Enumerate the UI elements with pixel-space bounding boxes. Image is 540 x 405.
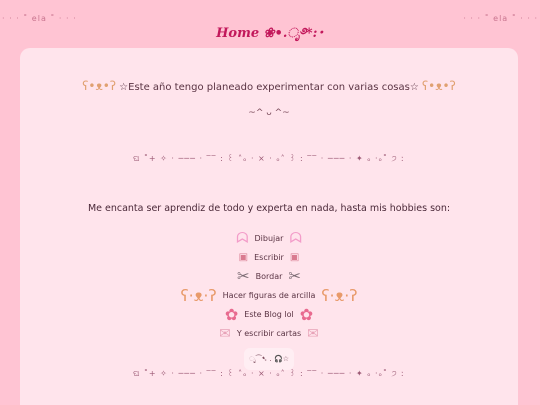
scissors-icon: ✂ [237, 267, 250, 285]
flower-icon: ✿ [224, 304, 239, 324]
intro-text: ☆Este año tengo planeado experimentar con varias cosas☆ [119, 82, 419, 93]
hobby-item-arcilla [20, 286, 518, 305]
spool-icon: ▣ [289, 251, 300, 263]
page-title[interactable]: Home ❀•.ೃ࿔*:･ [216, 26, 324, 41]
music-tooltip[interactable]: ೃ⁀➷ . 🎧☆ [244, 348, 294, 370]
envelope-icon: ✉ [307, 325, 319, 342]
hobby-label: Escribir [254, 253, 284, 262]
envelope-icon: ✉ [219, 325, 231, 342]
decorative-divider: ଘ ˚+ ✧ · ─── · ‾‾ : ꒰ ˄ₒ · × · ₒ˄ ꒱ : ‾‾ · ─── · ✦ ₒ ·ₒ˚ ੭ ː [133, 154, 405, 163]
hobby-list [20, 229, 518, 343]
hobby-item-blog [20, 305, 518, 324]
jellyfish-icon: ᗣ [289, 229, 302, 247]
kaomoji-face: ~^ ᴗ ^~ [248, 108, 290, 118]
header-corner-right: · · · ˚ ela ˚ · · · [463, 14, 538, 23]
intro-line [20, 80, 518, 93]
hobby-label: Hacer figuras de arcilla [222, 291, 316, 300]
hobby-label: Bordar [255, 272, 283, 281]
jellyfish-icon: ᗣ [236, 229, 249, 247]
hobby-label: Este Blog lol [244, 310, 294, 319]
content-card [20, 48, 518, 405]
hobby-label: Y escribir cartas [236, 329, 302, 338]
header-corner-left: · · · ˚ ela ˚ · · · [2, 14, 77, 23]
hobby-item-dibujar [20, 229, 518, 248]
critter-icon: ʕ•ᴥ•ʔ [82, 79, 116, 93]
hobby-item-bordar [20, 267, 518, 286]
decorative-divider: ଘ ˚+ ✧ · ─── · ‾‾ : ꒰ ˄ₒ · × · ₒ˄ ꒱ : ‾‾ · ─── · ✦ ₒ ·ₒ˚ ੭ ː [133, 369, 405, 378]
hobby-item-cartas [20, 324, 518, 343]
hobby-item-escribir [20, 248, 518, 267]
flower-icon: ✿ [299, 304, 314, 324]
spool-icon: ▣ [238, 251, 249, 263]
hamster-icon: ʕ·ᴥ·ʔ [321, 285, 358, 305]
hobbies-lead: Me encanta ser aprendiz de todo y experta en nada, hasta mis hobbies son: [87, 203, 451, 214]
scissors-icon: ✂ [288, 267, 301, 285]
hobby-label: Dibujar [254, 234, 284, 243]
critter-icon: ʕ•ᴥ•ʔ [422, 79, 456, 93]
hamster-icon: ʕ·ᴥ·ʔ [180, 285, 217, 305]
